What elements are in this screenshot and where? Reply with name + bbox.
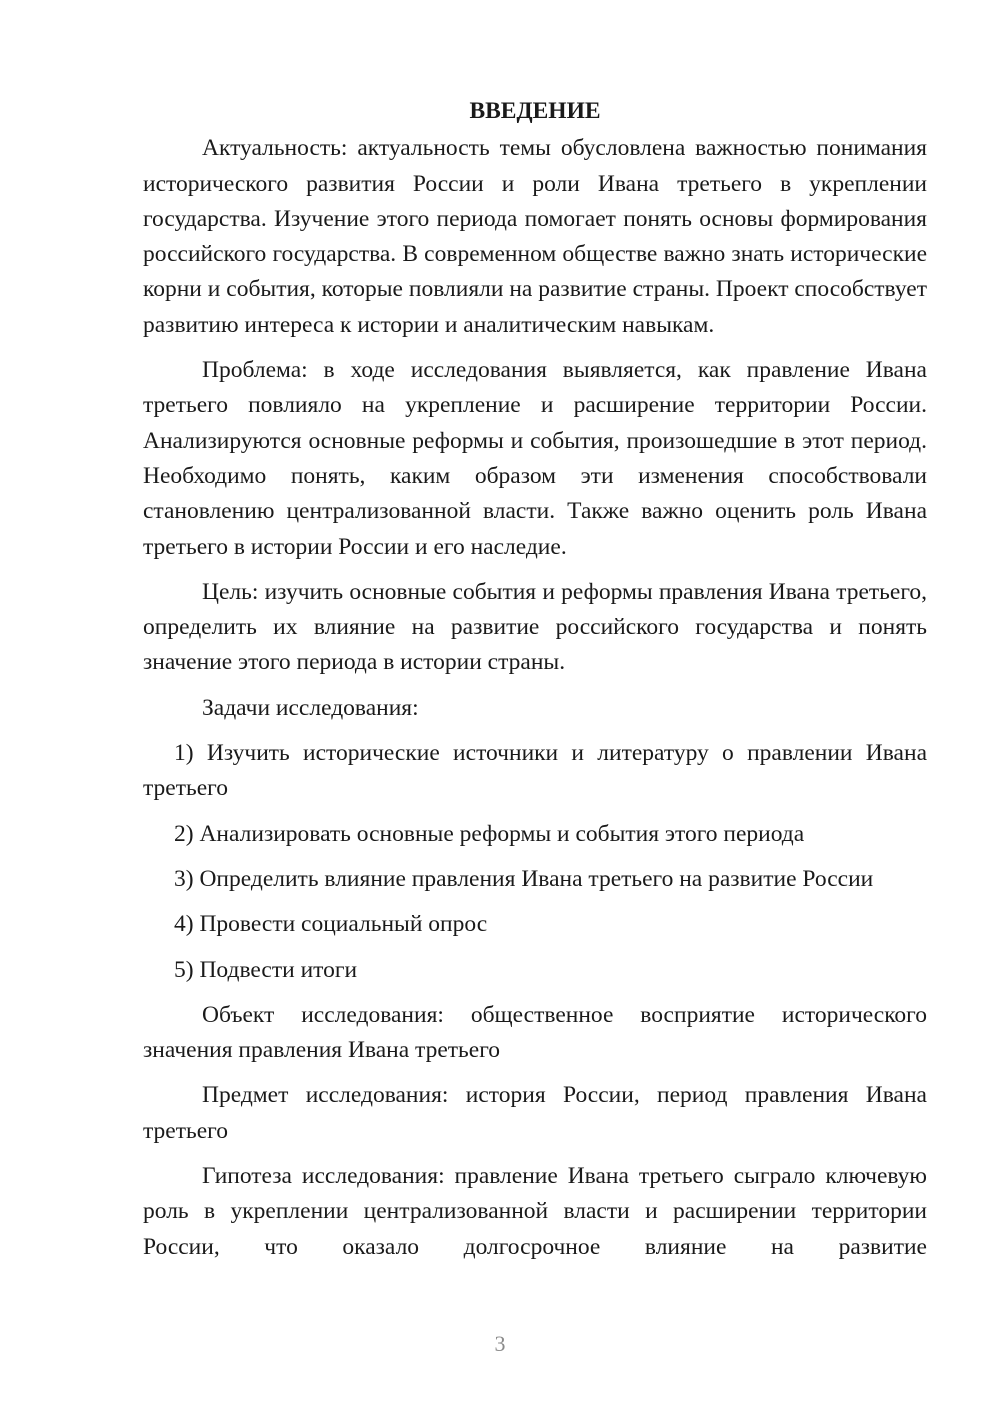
tasks-heading: Задачи исследования: <box>202 694 419 721</box>
problem-paragraph: Проблема: в ходе исследования выявляется, как правление Ивана третьего повлияло на укрепление и расширение территории России. Анализируются основные реформы и события, произошедшие в этот период. Необходимо понять, каким образом эти изменения способствовали становлению централизованной власти. Также важно оценить роль Ивана третьего в истории России и его наследие. <box>143 357 927 560</box>
section-title: ВВЕДЕНИЕ <box>469 98 601 124</box>
page-number: 3 <box>494 1331 506 1356</box>
relevance-paragraph: Актуальность: актуальность темы обусловлена важностью понимания исторического развития России и роли Ивана третьего в укреплении государства. Изучение этого периода помогает понять основы формирования российского государства. В современном обществе важно знать исторические корни и события, которые повлияли на развитие страны. Проект способствует развитию интереса к истории и аналитическим навыкам. <box>143 135 927 338</box>
task-item: 5) Подвести итоги <box>174 956 358 983</box>
goal-paragraph: Цель: изучить основные события и реформы правления Ивана третьего, определить их влияние на развитие российского государства и понять значение этого периода в истории страны. <box>143 578 927 676</box>
subject-paragraph: Предмет исследования: история России, период правления Ивана третьего <box>143 1082 927 1144</box>
hypothesis-paragraph: Гипотеза исследования: правление Ивана третьего сыграло ключевую роль в укреплении централизованной власти и расширении территории России, что оказало долгосрочное влияние на развитие <box>143 1163 927 1260</box>
task-item: 1) Изучить исторические источники и литературу о правлении Ивана третьего <box>143 740 927 802</box>
task-item: 2) Анализировать основные реформы и события этого периода <box>174 820 805 847</box>
task-item: 4) Провести социальный опрос <box>174 911 488 938</box>
object-paragraph: Объект исследования: общественное восприятие исторического значения правления Ивана третьего <box>143 1001 927 1064</box>
task-item: 3) Определить влияние правления Ивана третьего на развитие России <box>174 865 874 892</box>
page-content <box>143 94 927 1275</box>
